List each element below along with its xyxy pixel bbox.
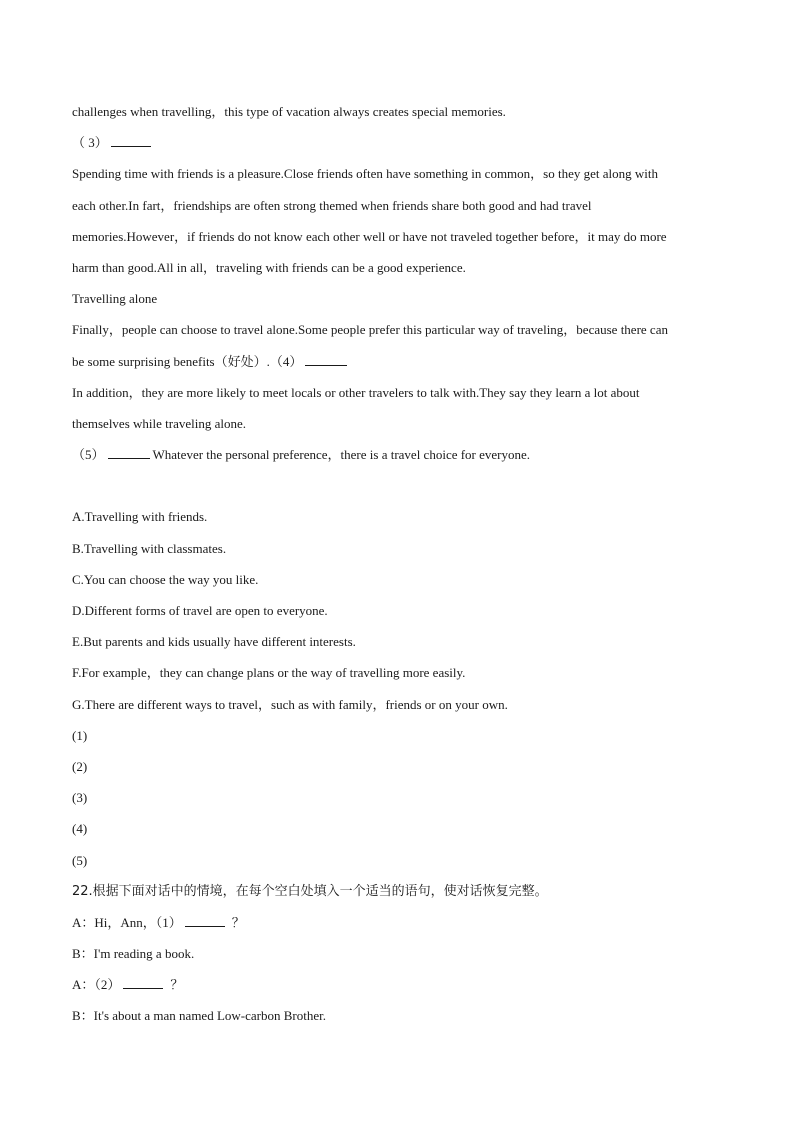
passage-line: In addition，they are more likely to meet locals or other travelers to talk with.They say they learn a lot about [72, 384, 640, 400]
question-mark: ？ [231, 915, 245, 931]
option-a: A.Travelling with friends. [72, 509, 208, 525]
answer-blank-4[interactable] [305, 350, 347, 366]
answer-blank-3[interactable] [111, 131, 151, 147]
document-page [72, 96, 722, 1032]
section-heading: Travelling alone [72, 291, 158, 307]
answer-1-label: (1) [72, 727, 88, 743]
option-f: F.For example，they can change plans or the way of travelling more easily. [72, 665, 466, 681]
dialogue-line-1 [72, 907, 722, 938]
answer-5-label: (5) [72, 852, 88, 868]
answer-blank-5[interactable] [108, 443, 150, 459]
question-mark: ？ [170, 978, 184, 994]
passage-line: harm than good.All in all，traveling with friends can be a good experience. [72, 259, 466, 275]
blank-5-label: （5） [72, 447, 105, 463]
blank-3-line [72, 127, 722, 158]
passage-line: Spending time with friends is a pleasure.Close friends often have something in common，so they get along with [72, 166, 658, 182]
spacer [72, 470, 722, 501]
dialogue-line-3 [72, 969, 722, 1000]
passage-line: memories.However，if friends do not know each other well or have not traveled together before，it may do more [72, 228, 667, 244]
dialogue-line-1-text: A：Hi，Ann，（1） [72, 914, 182, 930]
dialogue-line-3-text: A：（2） [72, 977, 121, 993]
answer-3-label: (3) [72, 790, 88, 806]
passage-line: each other.In fart，friendships are often strong themed when friends share both good and had travel [72, 197, 592, 213]
question-22-title: 22.根据下面对话中的情境，在每个空白处填入一个适当的语句，使对话恢复完整。 [72, 883, 548, 899]
passage-line: Finally，people can choose to travel alone.Some people prefer this particular way of traveling，because there can [72, 322, 668, 338]
blank-4-text: be some surprising benefits（好处）.（4） [72, 353, 303, 369]
dialogue-line-4: B：It's about a man named Low-carbon Brother. [72, 1008, 326, 1024]
option-c: C.You can choose the way you like. [72, 571, 259, 587]
blank-3-label: （ 3） [72, 135, 108, 151]
dialogue-line-2: B：I'm reading a book. [72, 946, 195, 962]
option-e: E.But parents and kids usually have different interests. [72, 634, 356, 650]
answer-2-label: (2) [72, 758, 88, 774]
blank-5-line [72, 439, 722, 470]
blank-4-line [72, 346, 722, 377]
dialogue-blank-2[interactable] [123, 973, 163, 989]
option-b: B.Travelling with classmates. [72, 540, 227, 556]
option-g: G.There are different ways to travel，such as with family，friends or on your own. [72, 696, 508, 712]
passage-line: themselves while traveling alone. [72, 415, 247, 431]
dialogue-blank-1[interactable] [185, 911, 225, 927]
option-d: D.Different forms of travel are open to everyone. [72, 603, 328, 618]
passage-line: challenges when travelling，this type of vacation always creates special memories. [72, 104, 506, 119]
blank-5-text: Whatever the personal preference，there is a travel choice for everyone. [152, 447, 531, 463]
answer-4-label: (4) [72, 821, 88, 837]
